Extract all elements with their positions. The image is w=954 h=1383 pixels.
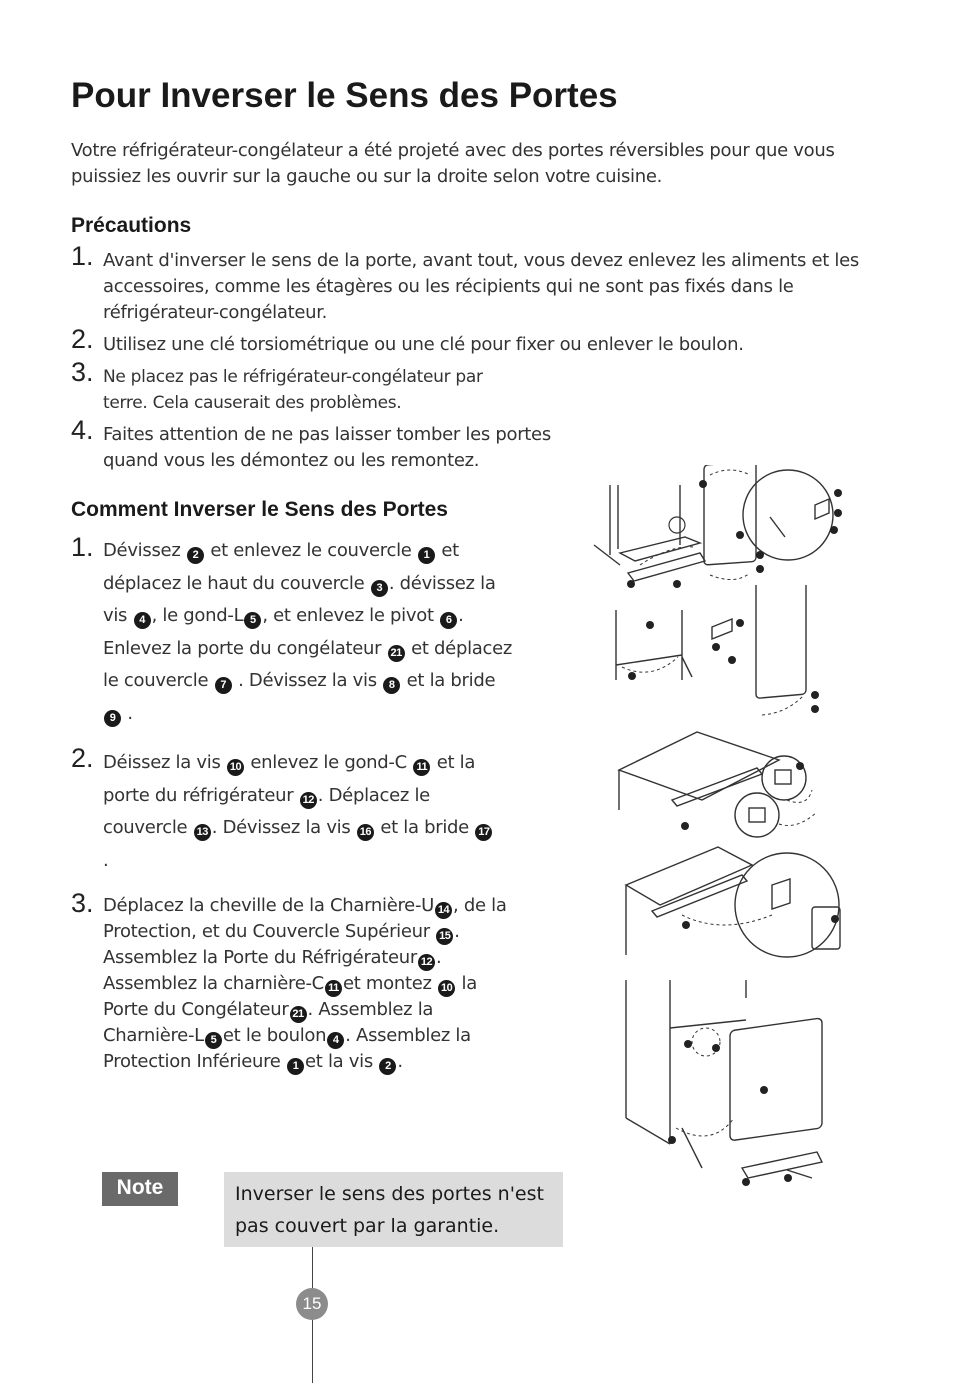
text-segment: . Déplacez le couvercle (103, 784, 430, 839)
callout-10b: 10 (438, 980, 455, 997)
callout-12b: 12 (418, 954, 435, 971)
text-segment: la Porte du Congélateur (103, 973, 477, 1020)
figure-1-freezer-door-removal (590, 465, 860, 595)
precaution-3-text: Ne placez pas le réfrigérateur-congélateur par terre. Cela causerait des problèmes. (103, 367, 483, 413)
text-segment: . Assemblez la Charnière-L (103, 999, 434, 1046)
text-segment: . (127, 702, 133, 724)
text-segment: , le gond-L (151, 605, 244, 627)
callout-9: 9 (104, 710, 121, 727)
precaution-3-number: 3. (71, 357, 94, 387)
callout-21: 21 (388, 645, 405, 662)
callout-6: 6 (440, 612, 457, 629)
precautions-heading: Précautions (71, 214, 192, 237)
callout-16: 16 (357, 824, 374, 841)
callout-14: 14 (435, 902, 452, 919)
callout-8: 8 (383, 677, 400, 694)
step-3-text (103, 893, 513, 1075)
text-segment: enlevez le gond-C (250, 752, 407, 773)
callout-2: 2 (187, 547, 204, 564)
text-segment: . (103, 849, 109, 871)
text-segment: . (397, 1051, 403, 1072)
callout-10: 10 (227, 759, 244, 776)
callout-3: 3 (371, 580, 388, 597)
text-segment: et la vis (305, 1051, 373, 1072)
precaution-2-number: 2. (71, 324, 94, 354)
text-segment: et déplacez le couvercle (103, 637, 513, 692)
note-box (224, 1172, 563, 1247)
page-title: Pour Inverser le Sens des Portes (71, 76, 618, 115)
page-number: 15 (296, 1288, 328, 1320)
text-segment: et le boulon (222, 1025, 327, 1046)
text-segment: . Assemblez la Porte du Réfrigérateur (103, 921, 460, 968)
callout-4: 4 (134, 612, 151, 629)
callout-5b: 5 (205, 1032, 222, 1049)
callout-21b: 21 (290, 1006, 307, 1023)
figure-4-hinge-reinstall (622, 845, 852, 960)
text-segment: pas couvert par la garantie. (235, 1215, 500, 1237)
callout-5: 5 (244, 612, 261, 629)
text-segment: Inverser le sens des portes n'est (235, 1183, 544, 1205)
callout-1b: 1 (287, 1058, 304, 1075)
text-segment: et la porte du réfrigérateur (103, 752, 476, 806)
step-2-text (103, 747, 503, 877)
step-2-number: 2. (71, 743, 94, 773)
text-segment: . Dévissez la vis (238, 670, 377, 692)
figure-3-top-hinge (617, 730, 827, 840)
precaution-4-number: 4. (71, 415, 94, 445)
text-segment: . dévissez la vis (103, 572, 496, 627)
text-segment: Dévissez (103, 540, 181, 561)
note-text (235, 1178, 544, 1242)
step-3-number: 3. (71, 888, 94, 918)
figure-2-fridge-door-removal (612, 585, 832, 725)
callout-4b: 4 (327, 1032, 344, 1049)
text-segment: . Assemblez la Protection Inférieure (103, 1025, 471, 1072)
text-segment: , et enlevez le pivot (262, 605, 434, 627)
callout-12: 12 (300, 792, 317, 809)
text-segment: Déissez la vis (103, 752, 221, 773)
intro-paragraph: Votre réfrigérateur-congélateur a été projeté avec des portes réversibles pour que vous puissiez les ouvrir sur la gauche ou sur la droite selon votre cuisine. (71, 140, 835, 187)
precaution-1-number: 1. (71, 241, 94, 271)
callout-11b: 11 (325, 980, 342, 997)
text-segment: . Enlevez la porte du congélateur (103, 605, 464, 659)
step-1-number: 1. (71, 532, 94, 562)
callout-13: 13 (194, 824, 211, 841)
callout-7: 7 (215, 677, 232, 694)
precaution-1-text: Avant d'inverser le sens de la porte, avant tout, vous devez enlevez les aliments et les accessoires, comme les étagères ou les récipients qui ne sont pas fixés dans le réfrigérateur-congélateur. (103, 250, 859, 323)
text-segment: et la bride (380, 817, 469, 839)
callout-15: 15 (436, 928, 453, 945)
step-1-text (103, 535, 518, 731)
text-segment: et montez (342, 973, 432, 994)
text-segment: . Dévissez la vis (211, 817, 351, 839)
text-segment: , de la Protection, et du Couvercle Supérieur (103, 895, 507, 942)
callout-17: 17 (475, 824, 492, 841)
text-segment: . Assemblez la charnière-C (103, 947, 442, 994)
precaution-2-text: Utilisez une clé torsiométrique ou une clé pour fixer ou enlever le boulon. (103, 334, 744, 355)
precaution-4-text: Faites attention de ne pas laisser tomber les portes quand vous les démontez ou les remontez. (103, 424, 551, 471)
text-segment: Déplacez la cheville de la Charnière-U (103, 895, 435, 916)
text-segment: et la bride (406, 670, 496, 692)
callout-2b: 2 (379, 1058, 396, 1075)
figure-5-reassembly (622, 978, 832, 1188)
howto-heading: Comment Inverser le Sens des Portes (71, 498, 448, 521)
callout-1: 1 (418, 547, 435, 564)
callout-11: 11 (413, 759, 430, 776)
note-label: Note (102, 1172, 178, 1206)
text-segment: et enlevez le couvercle (210, 540, 412, 561)
text-segment: et déplacez le haut du couvercle (103, 540, 459, 594)
